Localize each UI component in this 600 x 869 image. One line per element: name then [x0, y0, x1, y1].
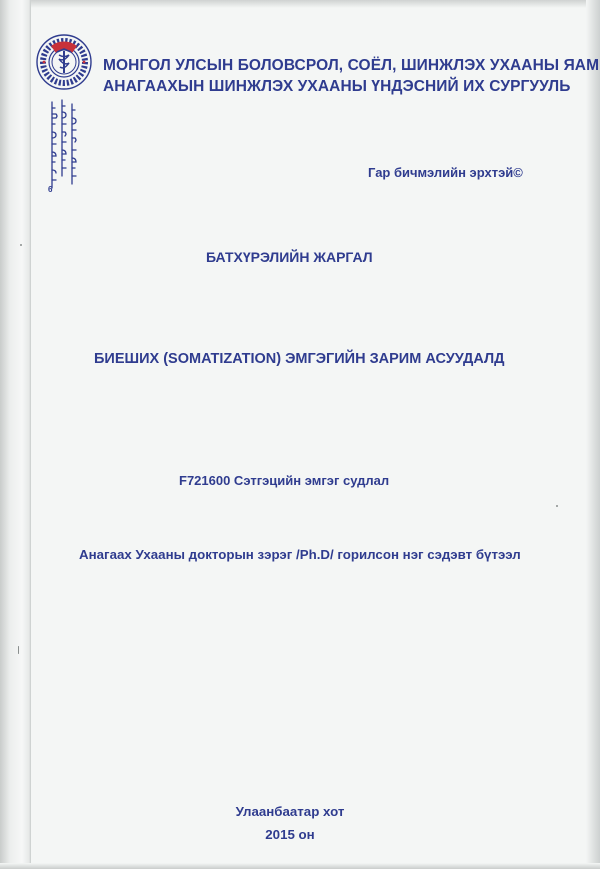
degree-statement: Анагаах Ухааны докторын зэрэг /Ph.D/ горилсон нэг сэдэвт бүтээл: [79, 547, 521, 562]
university-name: АНАГААХЫН ШИНЖЛЭХ УХААНЫ ҮНДЭСНИЙ ИХ СУРГУУЛЬ: [103, 78, 571, 95]
cover-right-edge: [586, 0, 600, 869]
spine-crease: [30, 0, 31, 869]
scan-speck: [556, 505, 558, 507]
mongolian-script-logo: [46, 98, 82, 194]
book-spine: [0, 0, 30, 869]
ministry-name: МОНГОЛ УЛСЫН БОЛОВСРОЛ, СОЁЛ, ШИНЖЛЭХ УХААНЫ ЯАМ: [103, 57, 600, 74]
scan-speck: [20, 244, 22, 246]
copyright-notice: Гар бичмэлийн эрхтэй©: [368, 165, 523, 180]
scan-speck: [18, 646, 19, 654]
cover-top-edge: [0, 0, 600, 8]
specialty-code: F721600 Сэтгэцийн эмгэг судлал: [179, 473, 390, 488]
cover-bottom-edge: [0, 863, 600, 869]
svg-text:6: 6: [48, 185, 53, 194]
author-name: БАТХҮРЭЛИЙН ЖАРГАЛ: [206, 249, 373, 265]
dissertation-title: БИЕШИХ (SOMATIZATION) ЭМГЭГИЙН ЗАРИМ АСУУДАЛД: [94, 351, 505, 367]
university-emblem-icon: [35, 33, 93, 91]
place-of-publication: Улаанбаатар хот: [235, 804, 345, 819]
publication-year: 2015 он: [265, 827, 315, 842]
